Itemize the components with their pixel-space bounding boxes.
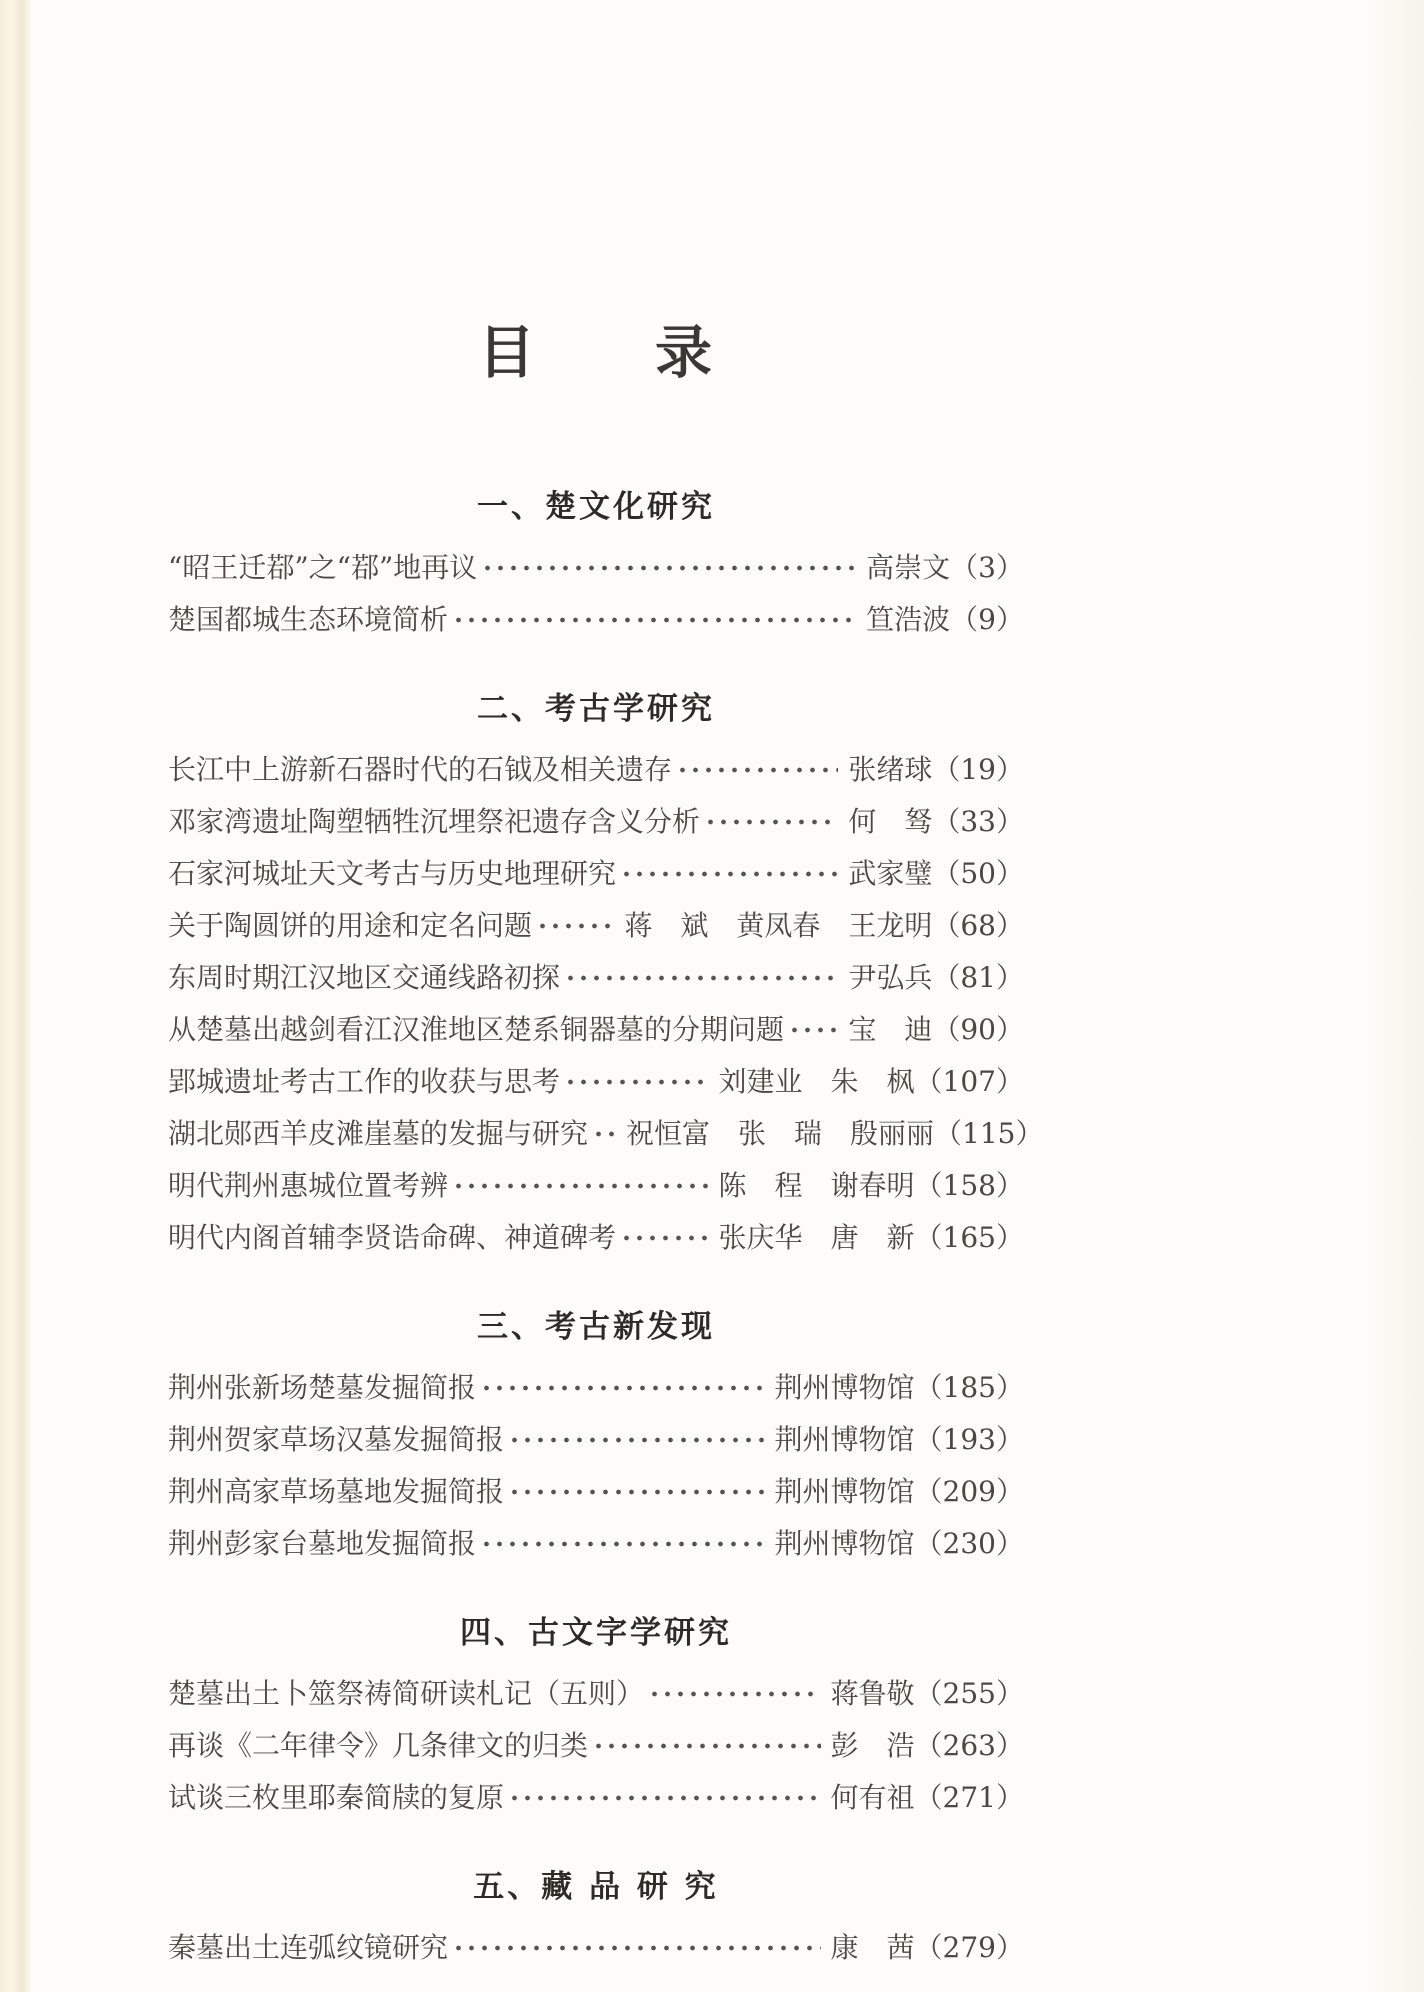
entry-title: 东周时期江汉地区交通线路初探 (168, 961, 561, 994)
entry-title: 再谈《二年律令》几条律文的归类 (168, 1729, 589, 1762)
entry-title: 楚墓出土卜筮祭祷简研读札记（五则） (168, 1677, 645, 1710)
dot-leader (568, 974, 838, 982)
entry-title: 明代荆州惠城位置考辨 (168, 1169, 449, 1202)
entry-authors: 张庆华 唐 新 (718, 1221, 915, 1254)
section-heading: 一、楚文化研究 (477, 489, 715, 525)
entry-title: 楚国都城生态环境简析 (168, 603, 449, 636)
toc-entry (168, 1414, 1024, 1466)
toc-entry (168, 594, 1024, 646)
entry-title: 明代内阁首辅李贤诰命碑、神道碑考 (168, 1221, 617, 1254)
toc-entry (168, 952, 1024, 1004)
toc-entry (168, 542, 1024, 594)
toc-section (168, 484, 1024, 646)
entry-authors: 荆州博物馆 (774, 1423, 915, 1456)
toc-entry (168, 1466, 1024, 1518)
entry-page: （81） (932, 961, 1024, 994)
toc-entry (168, 1212, 1024, 1264)
entry-authors: 刘建业 朱 枫 (718, 1065, 915, 1098)
dot-leader (484, 1384, 765, 1392)
entry-authors: 荆州博物馆 (774, 1527, 915, 1560)
entry-authors: 祝恒富 张 瑞 殷丽丽 (626, 1117, 935, 1150)
entry-authors: 彭 浩 (830, 1729, 915, 1762)
dot-leader (596, 1130, 616, 1138)
entry-page: （158） (914, 1169, 1024, 1202)
entry-title: 试谈三枚里耶秦简牍的复原 (168, 1781, 505, 1814)
toc-entry (168, 1772, 1024, 1824)
section-heading: 二、考古学研究 (477, 691, 715, 727)
toc-entry (168, 1668, 1024, 1720)
entry-authors: 陈 程 谢春明 (718, 1169, 915, 1202)
toc-section (168, 686, 1044, 1264)
section-heading: 三、考古新发现 (477, 1309, 715, 1345)
dot-leader (456, 1182, 709, 1190)
entry-title: 从楚墓出越剑看江汉淮地区楚系铜器墓的分期问题 (168, 1013, 785, 1046)
entry-page: （50） (932, 857, 1024, 890)
dot-leader (456, 1944, 821, 1952)
entry-title: 关于陶圆饼的用途和定名问题 (168, 909, 533, 942)
toc-entry (168, 796, 1024, 848)
entry-title: 石家河城址天文考古与历史地理研究 (168, 857, 617, 890)
page-title: 目 录 (478, 319, 714, 386)
entry-title: 秦墓出土连弧纹镜研究 (168, 1931, 449, 1964)
toc-entry (168, 848, 1024, 900)
entry-authors: 笪浩波 (866, 603, 951, 636)
entry-page: （3） (950, 551, 1024, 584)
toc-entry (168, 1720, 1024, 1772)
entry-page: （255） (914, 1677, 1024, 1710)
entry-authors: 蒋 斌 黄凤春 王龙明 (624, 909, 933, 942)
toc-entry (168, 1160, 1024, 1212)
dot-leader (568, 1078, 709, 1086)
toc-entry (168, 744, 1024, 796)
section-heading: 五、藏 品 研 究 (473, 1869, 719, 1905)
dot-leader (680, 766, 838, 774)
entry-authors: 高崇文 (866, 551, 951, 584)
toc-entry (168, 900, 1024, 952)
dot-leader (512, 1794, 821, 1802)
dot-leader (624, 870, 838, 878)
entry-page: （33） (932, 805, 1024, 838)
entry-title: 长江中上游新石器时代的石钺及相关遗存 (168, 753, 673, 786)
toc-entry (168, 1108, 1044, 1160)
dot-leader (540, 922, 614, 930)
entry-authors: 荆州博物馆 (774, 1475, 915, 1508)
entry-title: 荆州张新场楚墓发掘简报 (168, 1371, 477, 1404)
entry-page: （107） (914, 1065, 1024, 1098)
entry-title: 荆州高家草场墓地发掘简报 (168, 1475, 505, 1508)
dot-leader (512, 1488, 765, 1496)
entry-authors: 何 驽 (848, 805, 933, 838)
entry-title: 荆州彭家台墓地发掘简报 (168, 1527, 477, 1560)
entry-page: （193） (914, 1423, 1024, 1456)
dot-leader (792, 1026, 838, 1034)
toc-sections (168, 484, 1044, 1974)
entry-title: 邓家湾遗址陶塑牺牲沉埋祭祀遗存含义分析 (168, 805, 701, 838)
toc-entry (168, 1056, 1024, 1108)
entry-page: （279） (914, 1931, 1024, 1964)
entry-authors: 何有祖 (830, 1781, 915, 1814)
dot-leader (624, 1234, 709, 1242)
entry-page: （68） (932, 909, 1024, 942)
entry-page: （209） (914, 1475, 1024, 1508)
entry-title: 湖北郧西羊皮滩崖墓的发掘与研究 (168, 1117, 589, 1150)
toc-entry (168, 1922, 1024, 1974)
dot-leader (652, 1690, 821, 1698)
toc-entry (168, 1362, 1024, 1414)
entry-authors: 宝 迪 (848, 1013, 933, 1046)
dot-leader (456, 616, 856, 624)
entry-title: 荆州贺家草场汉墓发掘简报 (168, 1423, 505, 1456)
toc-section (168, 1610, 1024, 1824)
entry-title: 郢城遗址考古工作的收获与思考 (168, 1065, 561, 1098)
entry-page: （263） (914, 1729, 1024, 1762)
dot-leader (512, 1436, 765, 1444)
dot-leader (596, 1742, 821, 1750)
toc-section (168, 1304, 1024, 1570)
entry-authors: 张绪球 (848, 753, 933, 786)
entry-page: （230） (914, 1527, 1024, 1560)
dot-leader (485, 564, 856, 572)
dot-leader (708, 818, 838, 826)
entry-page: （185） (914, 1371, 1024, 1404)
entry-authors: 荆州博物馆 (774, 1371, 915, 1404)
entry-authors: 康 茜 (830, 1931, 915, 1964)
entry-authors: 尹弘兵 (848, 961, 933, 994)
section-heading: 四、古文字学研究 (460, 1615, 732, 1651)
toc-entry (168, 1004, 1024, 1056)
entry-page: （19） (932, 753, 1024, 786)
entry-page: （9） (950, 603, 1024, 636)
dot-leader (484, 1540, 765, 1548)
entry-page: （271） (914, 1781, 1024, 1814)
toc-content (168, 0, 1044, 1974)
toc-entry (168, 1518, 1024, 1570)
entry-authors: 武家璧 (848, 857, 933, 890)
entry-page: （115） (934, 1117, 1044, 1150)
toc-section (168, 1864, 1024, 1974)
entry-authors: 蒋鲁敬 (830, 1677, 915, 1710)
entry-page: （90） (932, 1013, 1024, 1046)
entry-title: “昭王迁鄀”之“鄀”地再议 (168, 551, 478, 584)
entry-page: （165） (914, 1221, 1024, 1254)
